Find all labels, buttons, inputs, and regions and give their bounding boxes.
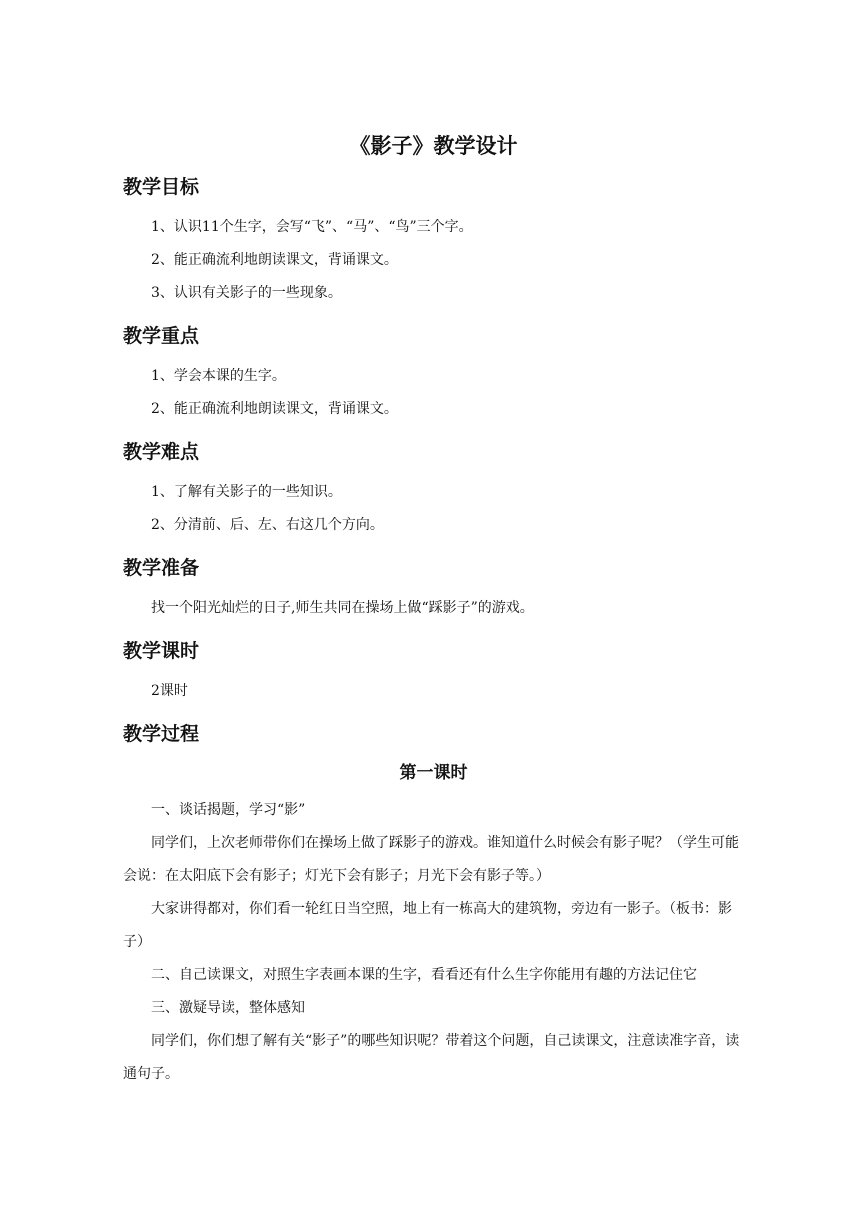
paragraph: 大家讲得都对，你们看一轮红日当空照，地上有一栋高大的建筑物，旁边有一影子。（板书：影子）	[123, 901, 732, 950]
section-preparation	[123, 554, 740, 625]
paragraph: 1、了解有关影子的一些知识。	[151, 484, 342, 500]
document-title: 《影子》教学设计	[349, 133, 518, 158]
section-heading: 教学过程	[123, 723, 200, 745]
paragraph: 同学们，上次老师带你们在操场上做了踩影子的游戏。谁知道什么时候会有影子呢？（学生可能会说：在太阳底下会有影子；灯光下会有影子；月光下会有影子等。）	[123, 835, 739, 884]
paragraph: 一、谈话揭题，学习“影”	[151, 802, 306, 818]
paragraph: 三、激疑导读，整体感知	[151, 1000, 305, 1016]
paragraph: 1、学会本课的生字。	[151, 368, 286, 384]
section-heading: 教学目标	[123, 176, 200, 198]
paragraph: 二、自己读课文，对照生字表画本课的生字，看看还有什么生字你能用有趣的方法记住它	[151, 967, 697, 983]
paragraph: 2、分清前、后、左、右这几个方向。	[151, 517, 384, 533]
paragraph: 1、认识11个生字，会写“飞”、“马”、“鸟”三个字。	[151, 219, 473, 235]
section-objectives	[123, 173, 740, 310]
section-heading: 教学难点	[123, 441, 200, 463]
section-heading: 教学课时	[123, 640, 200, 662]
section-process	[123, 720, 740, 1091]
section-heading: 教学重点	[123, 325, 200, 347]
paragraph: 2课时	[151, 683, 188, 699]
subsection-title: 第一课时	[399, 763, 468, 783]
paragraph: 同学们，你们想了解有关“影子”的哪些知识呢？带着这个问题，自己读课文，注意读准字音，读通句子。	[123, 1033, 740, 1082]
section-heading: 教学准备	[123, 557, 200, 579]
paragraph: 2、能正确流利地朗读课文，背诵课文。	[151, 252, 398, 268]
section-class-hours	[123, 637, 740, 708]
paragraph: 2、能正确流利地朗读课文，背诵课文。	[151, 401, 398, 417]
paragraph: 3、认识有关影子的一些现象。	[151, 285, 342, 301]
paragraph: 找一个阳光灿烂的日子,师生共同在操场上做“踩影子”的游戏。	[151, 600, 534, 616]
section-key-points	[123, 322, 740, 426]
section-difficulties	[123, 438, 740, 542]
